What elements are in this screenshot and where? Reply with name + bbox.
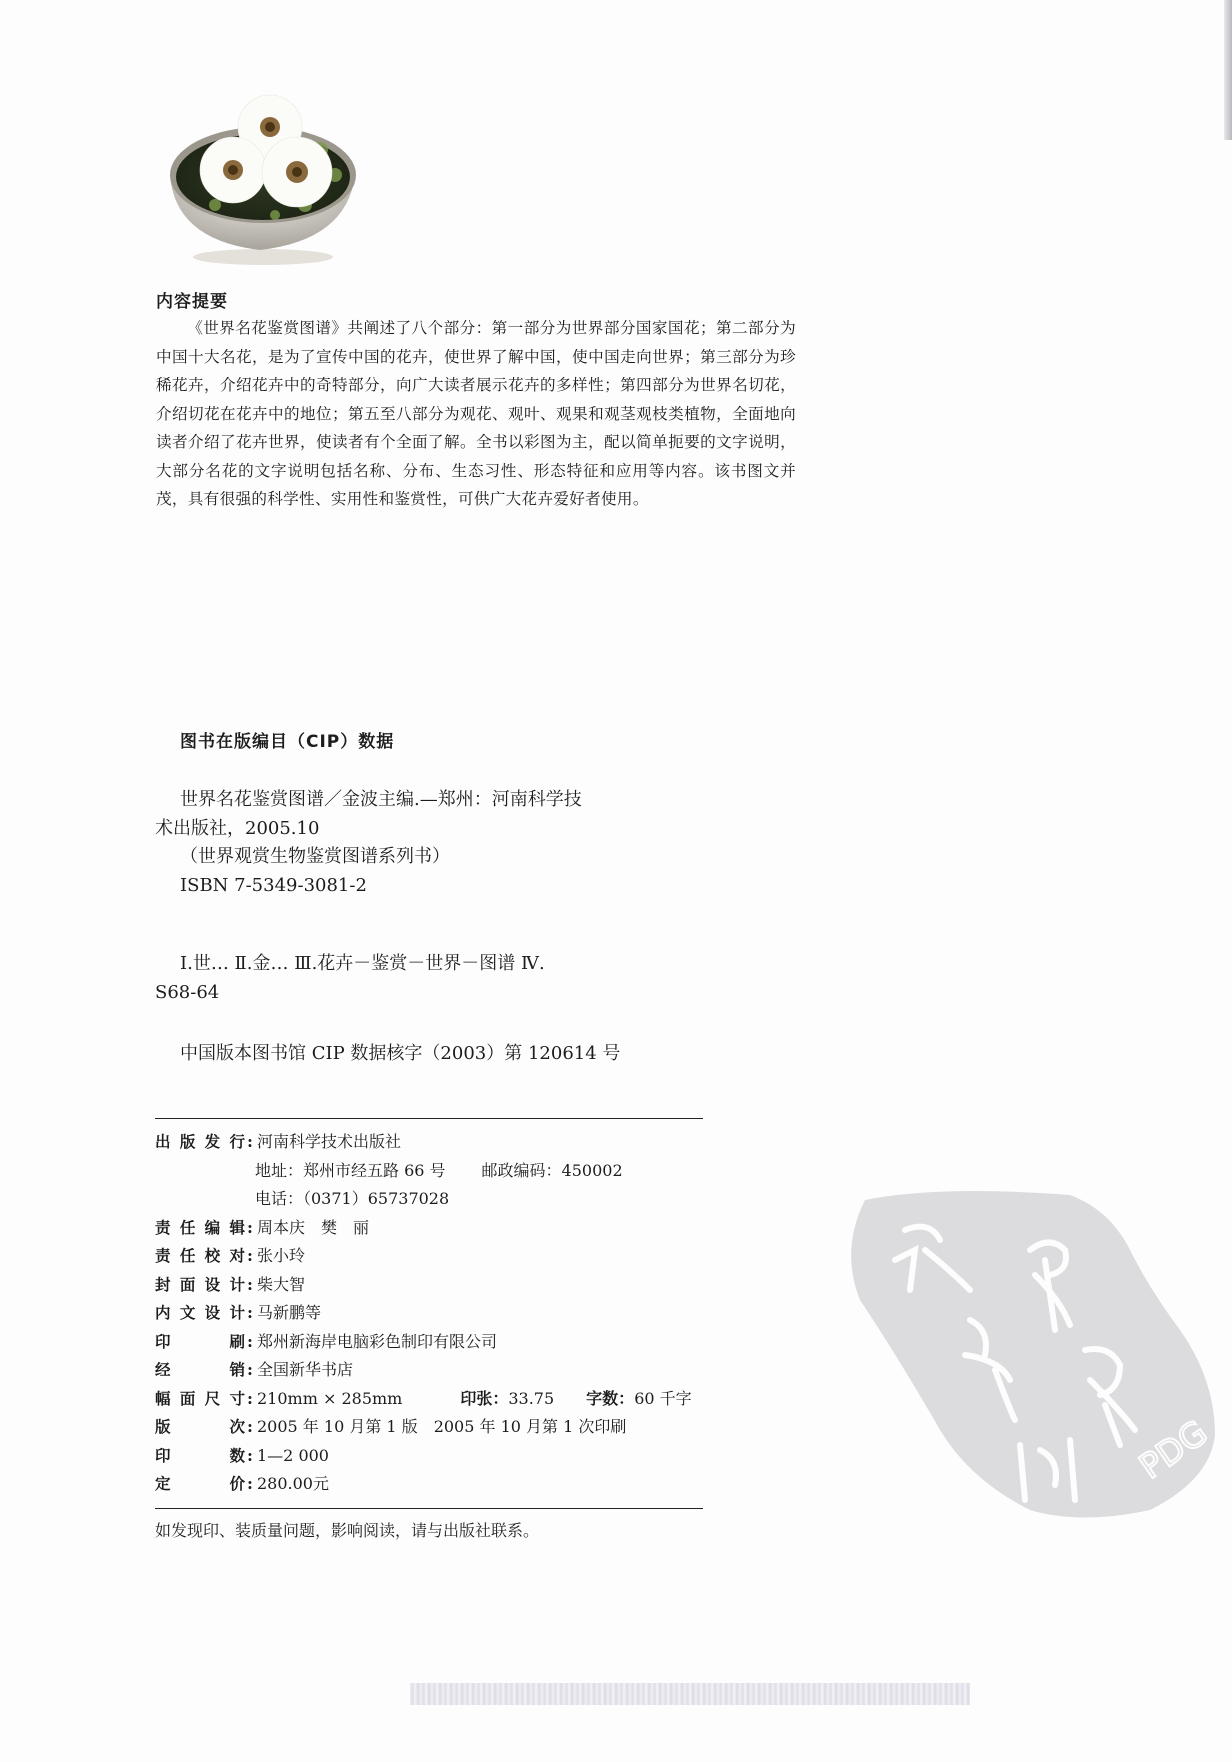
classification-line-1: Ⅰ.世… Ⅱ.金… Ⅲ.花卉－鉴赏－世界－图谱 Ⅳ. [180, 953, 545, 974]
credit-distributor: 经 销 : 全国新华书店 [155, 1356, 715, 1385]
credit-value: 马新鹏等 [257, 1303, 322, 1322]
credit-cover-design: 封 面 设 计 : 柴大智 [155, 1271, 715, 1300]
credit-publisher: 出 版 发 行 : 河南科学技术出版社 [155, 1128, 715, 1157]
credits-block [155, 1128, 715, 1499]
postcode: 邮政编码：450002 [481, 1160, 623, 1180]
cip-series: （世界观赏生物鉴赏图谱系列书） [180, 846, 450, 867]
address: 地址：郑州市经五路 66 号 [255, 1160, 446, 1180]
credit-value: 张小玲 [257, 1246, 306, 1265]
sheets-label: 印张： [460, 1388, 509, 1408]
credit-format: 幅 面 尺 寸 : 210mm × 285mm 印张： 33.75 字数： 60 千字 [155, 1385, 715, 1414]
credit-interior-design: 内 文 设 计 : 马新鹏等 [155, 1299, 715, 1328]
cip-record-number: 中国版本图书馆 CIP 数据核字（2003）第 120614 号 [180, 1043, 621, 1064]
credit-value: 全国新华书店 [257, 1360, 354, 1379]
credit-label: 出 版 发 行 [155, 1133, 245, 1151]
classification-line-2: S68-64 [155, 981, 220, 1003]
credit-print-run: 印 数 : 1—2 000 [155, 1442, 715, 1471]
pdg-text: PDG [1132, 1412, 1215, 1488]
flower-bowl-image [155, 75, 365, 270]
credit-value: 2005 年 10 月第 1 版 2005 年 10 月第 1 次印刷 [257, 1417, 627, 1436]
sheets-value: 33.75 [508, 1388, 555, 1408]
credit-value: 280.00元 [257, 1474, 329, 1493]
divider-top [155, 1118, 703, 1119]
cip-heading: 图书在版编目（CIP）数据 [180, 732, 395, 752]
words-value: 60 千字 [634, 1388, 692, 1408]
credit-phone [155, 1185, 715, 1214]
credit-value: 河南科学技术出版社 [257, 1132, 402, 1151]
cip-publisher-line: 术出版社，2005.10 [155, 817, 320, 839]
credit-value: 1—2 000 [257, 1445, 329, 1465]
cip-title-line: 世界名花鉴赏图谱／金波主编.—郑州：河南科学技 [180, 789, 582, 810]
credit-value: 柴大智 [257, 1274, 306, 1294]
cip-classification [155, 950, 715, 1007]
abstract-heading: 内容提要 [156, 292, 228, 312]
credit-printer: 印 刷 : 郑州新海岸电脑彩色制印有限公司 [155, 1328, 715, 1357]
credit-price: 定 价 : 280.00元 [155, 1470, 715, 1499]
page-edge-shadow [1224, 0, 1232, 140]
scan-artifact-strip [410, 1683, 970, 1705]
abstract-body: 《世界名花鉴赏图谱》共阐述了八个部分：第一部分为世界部分国家国花；第二部分为中国十大名花，是为了宣传中国的花卉，使世界了解中国，使中国走向世界；第三部分为珍稀花卉，介绍花卉中的奇特部分，向广大读者展示花卉的多样性；第四部分为世界名切花，介绍切花在花卉中的地位；第五至八部分为观花、观叶、观果和观茎观枝类植物，全面地向读者介绍了花卉世界，使读者有个全面了解。全书以彩图为主，配以简单扼要的文字说明，大部分名花的文字说明包括名称、分布、生态习性、形态特征和应用等内容。该书图文并茂，具有很强的科学性、实用性和鉴赏性，可供广大花卉爱好者使用。 [156, 319, 796, 508]
cip-record [155, 786, 715, 900]
format-value: 210mm × 285mm [257, 1388, 403, 1408]
quality-notice: 如发现印、装质量问题，影响阅读，请与出版社联系。 [155, 1521, 540, 1540]
phone: 电话：（0371）65737028 [255, 1189, 450, 1208]
credit-value: 周本庆 樊 丽 [257, 1217, 370, 1237]
cip-record-number-block [155, 1040, 715, 1069]
credit-address [155, 1157, 715, 1186]
pdg-seal-watermark [820, 1180, 1220, 1520]
credit-edition: 版 次 : 2005 年 10 月第 1 版 2005 年 10 月第 1 次印刷 [155, 1413, 715, 1442]
words-label: 字数： [586, 1388, 635, 1408]
credit-proofreader: 责 任 校 对 : 张小玲 [155, 1242, 715, 1271]
cip-isbn: ISBN 7-5349-3081-2 [180, 874, 367, 896]
credit-editor: 责 任 编 辑 : 周本庆 樊 丽 [155, 1214, 715, 1243]
divider-bottom [155, 1508, 703, 1509]
credit-value: 郑州新海岸电脑彩色制印有限公司 [257, 1331, 498, 1351]
